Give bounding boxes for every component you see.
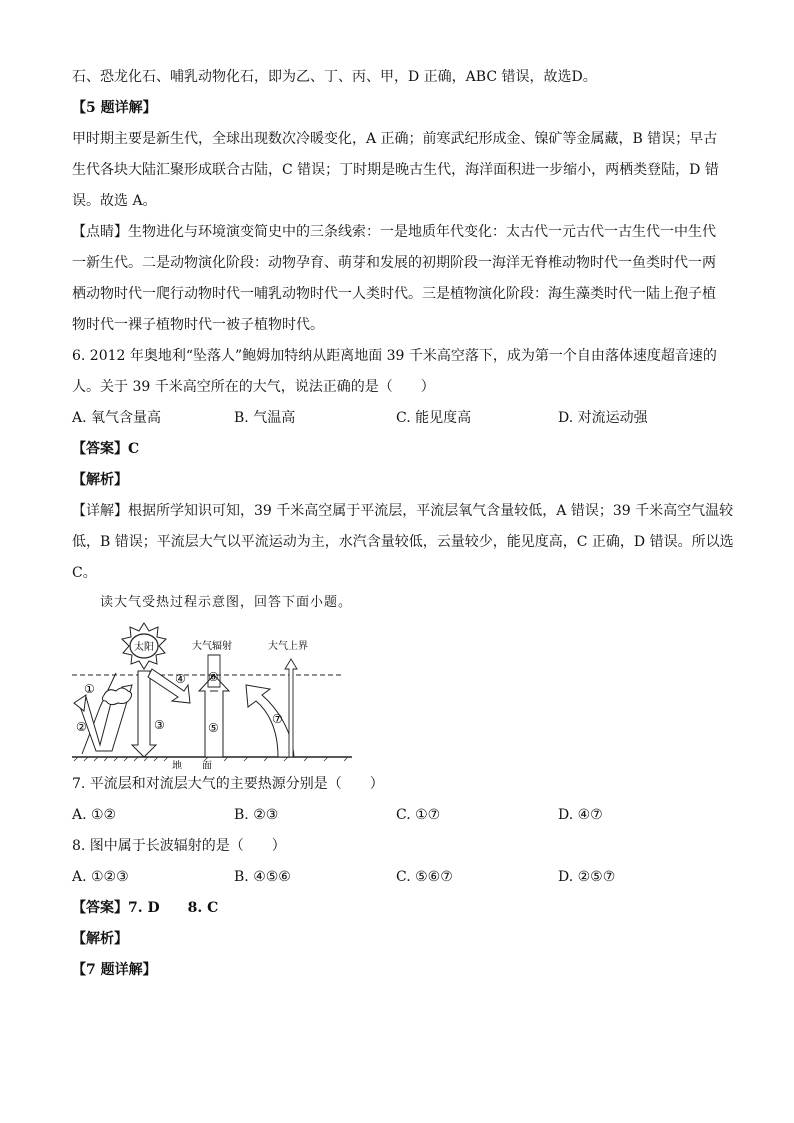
option-b: B. ④⑤⑥	[234, 869, 291, 885]
analysis-label: 【解析】	[72, 931, 128, 947]
answer-label: 【答案】C	[72, 441, 140, 457]
answer-label: 【答案】7. D 8. C	[72, 900, 219, 916]
document-page	[72, 62, 734, 986]
option-a: A. ①②③	[72, 869, 129, 885]
option-d: D. ④⑦	[558, 807, 603, 823]
question-6-stem-cont: 人。关于 39 千米高空所在的大气，说法正确的是（ ）	[72, 379, 435, 395]
arrow-7-shape	[246, 685, 294, 757]
question-6-options	[72, 403, 724, 434]
cloud-icon	[102, 688, 131, 705]
text-line: 【点睛】生物进化与环境演变简史中的三条线索：一是地质年代变化：太古代一元古代一古生代一中生代	[72, 224, 716, 240]
figure-intro: 读大气受热过程示意图，回答下面小题。	[100, 595, 353, 610]
text-line: 低，B 错误；平流层大气以平流运动为主，水汽含量较低，云量较少，能见度高，C 正确，D 错误。所以选	[72, 534, 734, 550]
atm-radiation-label: 大气辐射	[192, 641, 232, 652]
text-line: 石、恐龙化石、哺乳动物化石，即为乙、丁、丙、甲，D 正确，ABC 错误，故选D。	[72, 69, 597, 85]
arrow-3-shape	[132, 671, 156, 757]
text-line: 【详解】根据所学知识可知，39 千米高空属于平流层，平流层氧气含量较低，A 错误；39 千米高空气温较	[72, 503, 734, 519]
text-line: 生代各块大陆汇聚形成联合古陆，C 错误；丁时期是晚古生代，海洋面积进一步缩小，两栖类登陆，D 错	[72, 162, 719, 178]
label-7: ⑦	[272, 712, 283, 726]
text-line: C。	[72, 565, 97, 581]
label-4: ④	[175, 672, 186, 686]
question-7-options	[72, 800, 724, 831]
label-2: ②	[76, 720, 87, 734]
option-c: C. ①⑦	[396, 807, 441, 823]
option-a: A. 氧气含量高	[72, 410, 162, 426]
diagram-svg	[72, 619, 372, 769]
ground-label: 地 面	[172, 761, 212, 769]
section-heading: 【7 题详解】	[72, 962, 157, 978]
text-line: 甲时期主要是新生代，全球出现数次冷暖变化，A 正确；前寒武纪形成金、镍矿等金属藏，B 错误；早古	[72, 131, 718, 147]
atm-upper-label: 大气上界	[268, 641, 308, 652]
text-line: 栖动物时代一爬行动物时代一哺乳动物时代一人类时代。三是植物演化阶段：海生藻类时代一陆上孢子植	[72, 286, 716, 302]
option-d: D. 对流运动强	[558, 410, 648, 426]
label-1: ①	[84, 682, 95, 696]
option-d: D. ②⑤⑦	[558, 869, 616, 885]
analysis-label: 【解析】	[72, 472, 128, 488]
text-line: 一新生代。二是动物演化阶段：动物孕育、萌芽和发展的初期阶段一海洋无脊椎动物时代一鱼类时代一两	[72, 255, 716, 271]
label-6: ⑥	[208, 670, 219, 684]
sun-label: 太阳	[134, 642, 154, 653]
option-a: A. ①②	[72, 807, 117, 823]
question-8-stem: 8. 图中属于长波辐射的是（ ）	[72, 838, 286, 854]
question-7-stem: 7. 平流层和对流层大气的主要热源分别是（ ）	[72, 776, 384, 792]
option-c: C. ⑤⑥⑦	[396, 869, 453, 885]
section-heading: 【5 题详解】	[72, 100, 157, 116]
question-6-stem: 6. 2012 年奥地利“坠落人”鲍姆加特纳从距离地面 39 千米高空落下，成为第一个自由落体速度超音速的	[72, 348, 717, 364]
atmosphere-heating-diagram	[72, 619, 372, 769]
option-b: B. 气温高	[234, 410, 296, 426]
label-5: ⑤	[208, 721, 219, 735]
label-3: ③	[154, 718, 165, 732]
option-c: C. 能见度高	[396, 410, 472, 426]
text-line: 误。故选 A。	[72, 193, 157, 209]
text-line: 物时代一裸子植物时代一被子植物时代。	[72, 317, 324, 333]
question-8-options	[72, 862, 724, 893]
option-b: B. ②③	[234, 807, 279, 823]
